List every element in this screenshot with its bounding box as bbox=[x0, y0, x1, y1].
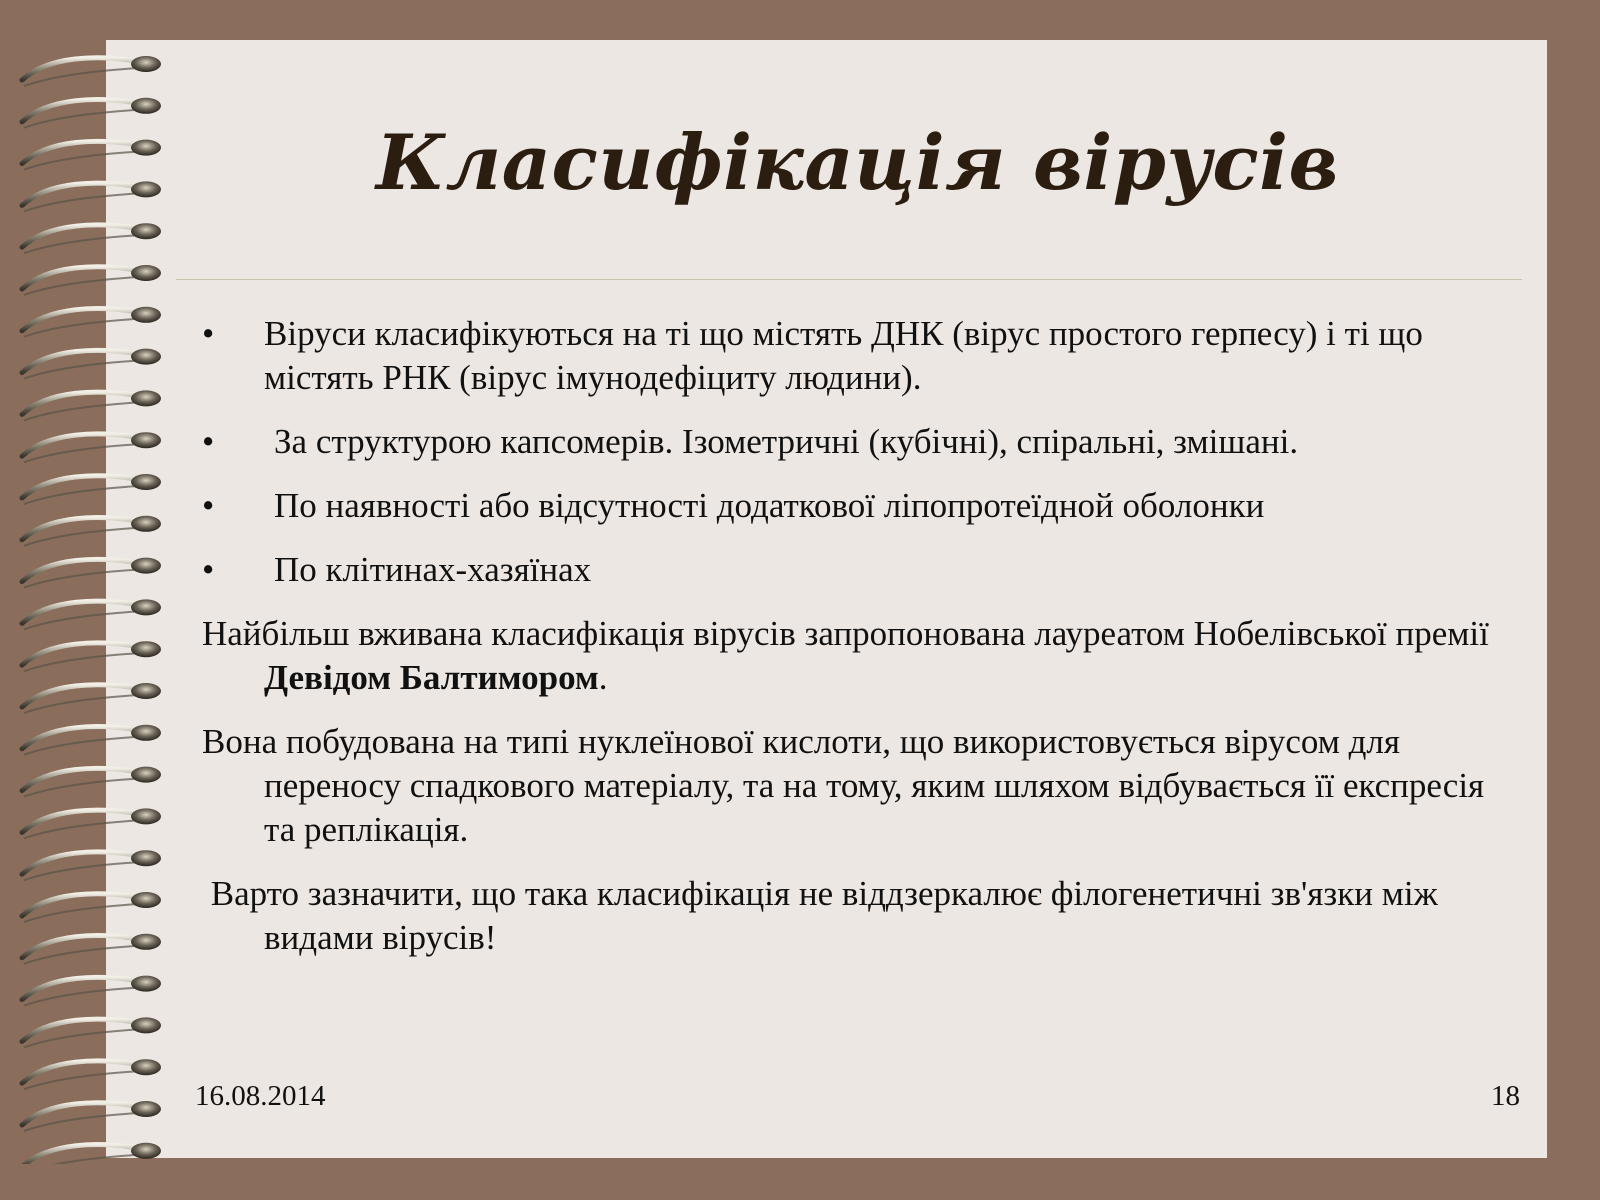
paragraph-baltimore bbox=[202, 612, 1502, 700]
bullet-dot: • bbox=[202, 314, 215, 353]
slide-number: 18 bbox=[1491, 1080, 1520, 1112]
spiral-ring bbox=[22, 767, 161, 797]
spiral-ring bbox=[22, 1017, 161, 1047]
bold-name: Девідом Балтимором bbox=[264, 658, 599, 697]
spiral-ring bbox=[22, 599, 161, 629]
spiral-binding-icon bbox=[18, 44, 188, 1164]
spiral-ring bbox=[22, 432, 161, 462]
spiral-ring bbox=[22, 390, 161, 420]
spiral-ring bbox=[22, 1101, 161, 1131]
spiral-ring bbox=[22, 641, 161, 671]
slide-date: 16.08.2014 bbox=[195, 1080, 326, 1112]
spiral-ring bbox=[22, 1059, 161, 1089]
spiral-ring bbox=[22, 223, 161, 253]
spiral-ring bbox=[22, 976, 161, 1006]
paragraph-basis: Вона побудована на типі нуклеїнової кислоти, що використовується вірусом для переносу спадкового матеріалу, та на тому, яким шляхом відбувається її експресія та реплікація. bbox=[202, 722, 1485, 849]
spiral-ring bbox=[22, 934, 161, 964]
spiral-ring bbox=[22, 850, 161, 880]
bullet-item bbox=[202, 312, 1502, 400]
bullet-text: Віруси класифікуються на ті що містять ДНК (вірус простого герпесу) і ті що містять РНК (вірус імунодефіциту людини). bbox=[264, 314, 1423, 397]
spiral-ring bbox=[22, 683, 161, 713]
spiral-ring bbox=[22, 56, 161, 86]
slide-title: Класифікація вірусів bbox=[376, 118, 1339, 207]
paragraph-text: Найбільш вживана класифікація вірусів запропонована лауреатом Нобелівської премії bbox=[202, 614, 1489, 653]
bullet-dot: • bbox=[202, 422, 215, 461]
spiral-ring bbox=[22, 558, 161, 588]
paragraph-note: Варто зазначити, що така класифікація не віддзеркалює філогенетичні зв'язки між видами вірусів! bbox=[202, 874, 1447, 957]
spiral-ring bbox=[22, 307, 161, 337]
spiral-ring bbox=[22, 725, 161, 755]
spiral-ring bbox=[22, 349, 161, 379]
spiral-ring bbox=[22, 892, 161, 922]
spiral-ring bbox=[22, 516, 161, 546]
bullet-dot: • bbox=[202, 550, 215, 589]
bullet-text: За структурою капсомерів. Ізометричні (кубічні), спіральні, змішані. bbox=[274, 422, 1299, 461]
spiral-ring bbox=[22, 265, 161, 295]
bullet-item bbox=[202, 484, 1502, 528]
spiral-ring bbox=[22, 474, 161, 504]
bullet-text: По клітинах-хазяїнах bbox=[274, 550, 592, 589]
bullet-item bbox=[202, 420, 1502, 464]
slide-content bbox=[202, 312, 1502, 980]
bullet-dot: • bbox=[202, 486, 215, 525]
paragraph-end: . bbox=[598, 658, 608, 697]
bullet-item bbox=[202, 548, 1502, 592]
spiral-ring bbox=[22, 808, 161, 838]
spiral-ring bbox=[22, 1143, 161, 1164]
title-divider bbox=[176, 279, 1522, 280]
bullet-text: По наявності або відсутності додаткової ліпопротеїдной оболонки bbox=[274, 486, 1265, 525]
